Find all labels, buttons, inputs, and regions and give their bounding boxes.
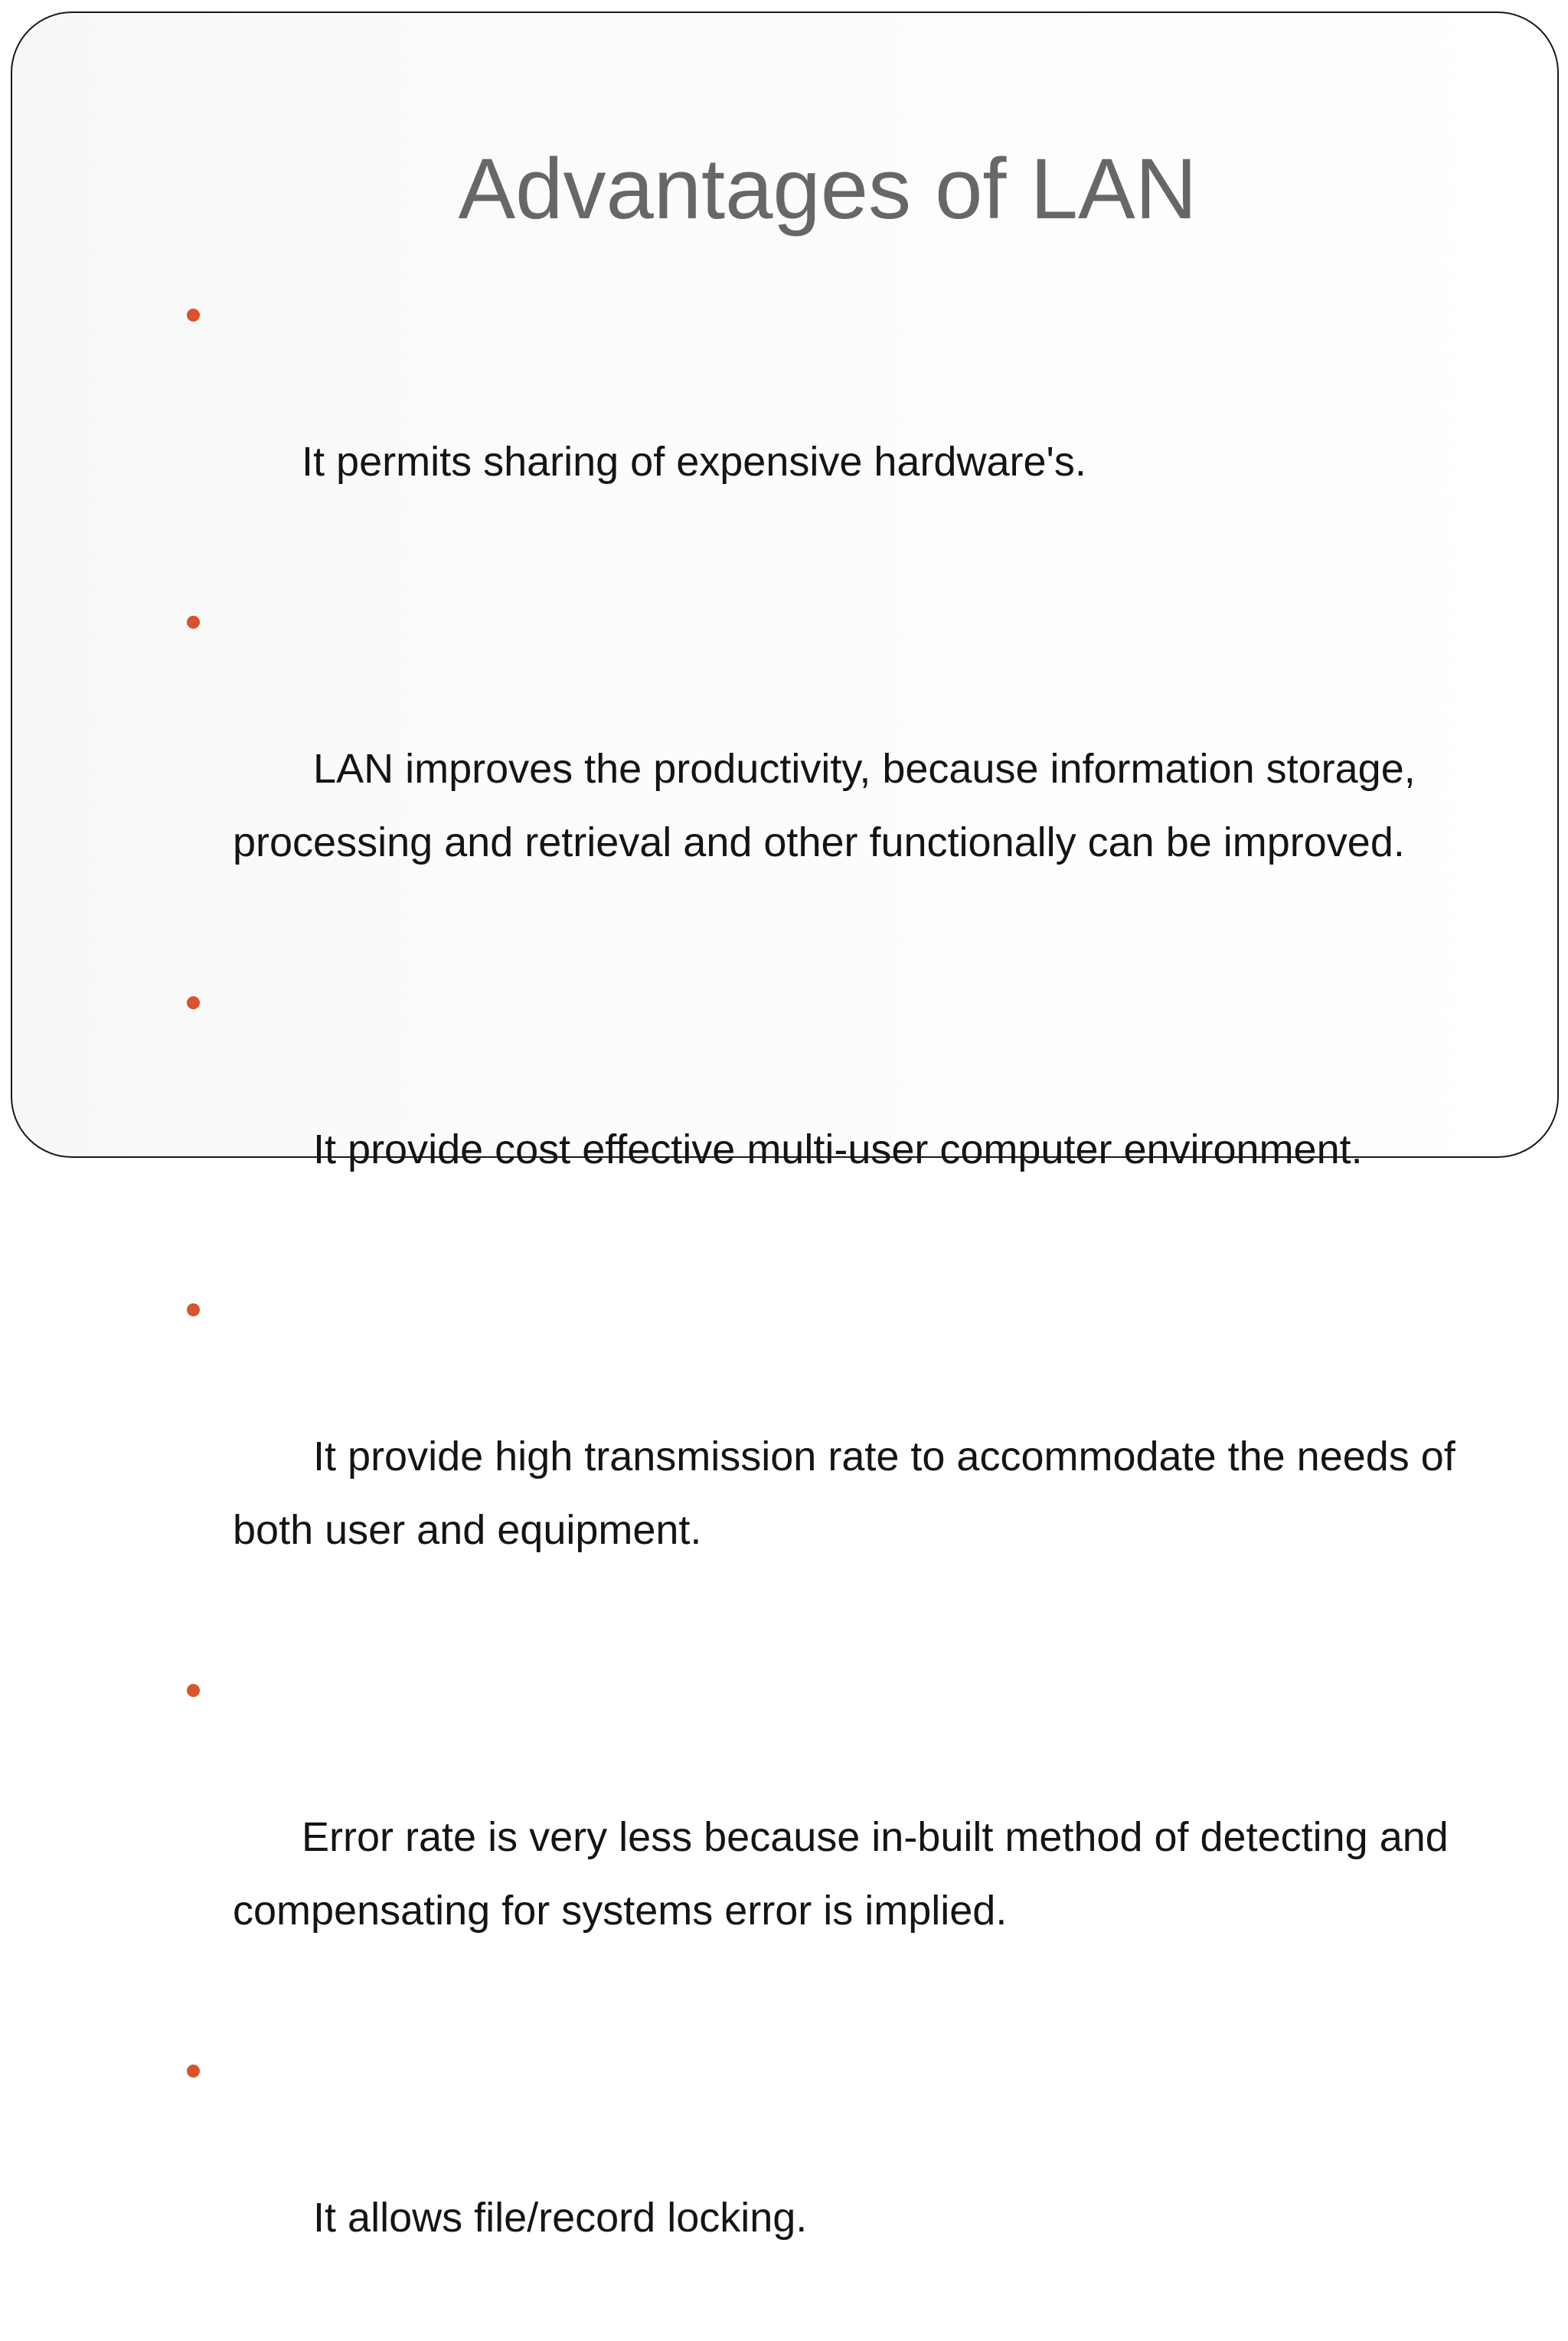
bullet-dot-icon: [187, 996, 200, 1009]
bullet-list: [233, 278, 1488, 2341]
bullet-text: LAN improves the productivity, because information storage, processing and retrieval and other functionally can be improved.: [233, 746, 1427, 865]
bullet-text: It allows file/record locking.: [302, 2195, 808, 2241]
bullet-text: Error rate is very less because in-built method of detecting and compensating for systems error is implied.: [233, 1814, 1460, 1934]
list-item: [233, 2034, 1488, 2328]
list-item: [233, 585, 1488, 953]
bullet-dot-icon: [187, 2065, 200, 2078]
bullet-dot-icon: [187, 1303, 200, 1316]
list-item: [233, 278, 1488, 572]
list-item: [233, 1653, 1488, 2021]
bullet-dot-icon: [187, 309, 200, 322]
slide-title: Advantages of LAN: [458, 141, 1197, 237]
list-item: [233, 1273, 1488, 1640]
list-item: [233, 966, 1488, 1260]
bullet-text: It provide high transmission rate to accommodate the needs of both user and equipment.: [233, 1434, 1467, 1553]
slide-frame: [11, 11, 1559, 2241]
bullet-dot-icon: [187, 1684, 200, 1697]
bullet-text: It provide cost effective multi-user computer environment.: [302, 1126, 1363, 1172]
bullet-text: It permits sharing of expensive hardware's.: [302, 439, 1086, 485]
bullet-dot-icon: [187, 616, 200, 629]
